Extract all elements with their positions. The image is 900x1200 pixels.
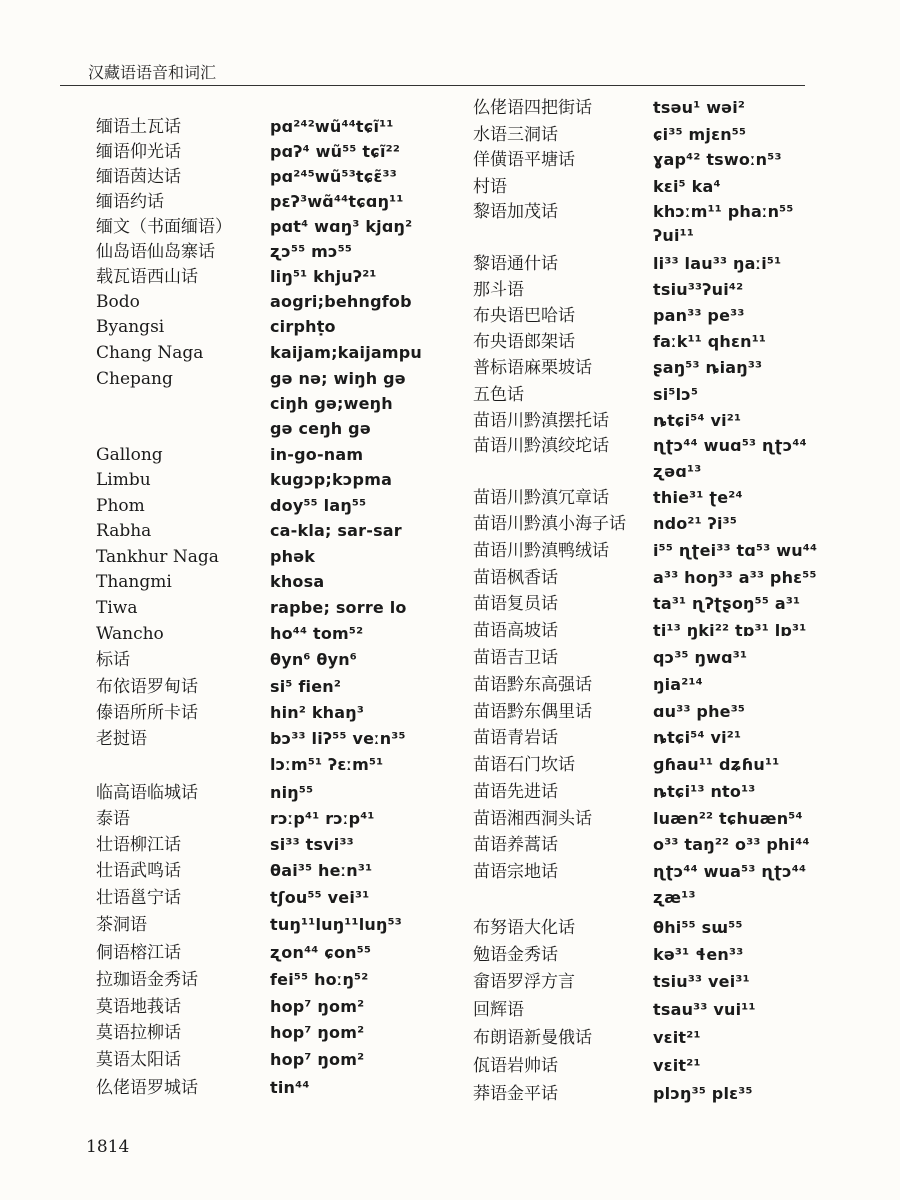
header-rule [60,85,805,86]
entry-label: 苗语川黔滇冗章话 [473,488,609,508]
entry-value: ȵtɕi¹³ nto¹³ [653,782,756,801]
entry-value: hop⁷ ŋom² [270,997,365,1016]
entry-value: pɑ²⁴²wũ⁴⁴tɕĩ¹¹ [270,117,394,136]
entry-label: 苗语川黔滇鸭绒话 [473,541,609,561]
entry-label: 苗语先进话 [473,782,558,802]
entry-value: ʐæ¹³ [653,888,696,907]
entry-value: khosa [270,572,325,591]
entry-label: 布依语罗甸话 [96,677,198,697]
entry-value: tsəu¹ wəi² [653,98,746,117]
entry-value: vɛit²¹ [653,1028,701,1047]
entry-label: 傣语所所卡话 [96,703,198,723]
entry-value: ho⁴⁴ tom⁵² [270,624,364,643]
entry-label: 仫佬语罗城话 [96,1078,198,1098]
entry-value: ʐon⁴⁴ ɕon⁵⁵ [270,943,372,962]
entry-label: 苗语宗地话 [473,862,558,882]
entry-label: 苗语黔东高强话 [473,675,592,695]
entry-label: 缅语约话 [96,192,164,212]
entry-value: ŋia²¹⁴ [653,675,703,694]
entry-label: Byangsi [96,317,165,337]
entry-value: o³³ taŋ²² o³³ phi⁴⁴ [653,835,810,854]
entry-label: Bodo [96,292,140,312]
entry-label: 苗语湘西洞头话 [473,809,592,829]
entry-value: tuŋ¹¹luŋ¹¹luŋ⁵³ [270,915,403,934]
entry-label: 缅语土瓦话 [96,117,181,137]
entry-value: pɛʔ³wɑ̃⁴⁴tɕɑŋ¹¹ [270,192,404,211]
entry-label: 载瓦语西山话 [96,267,198,287]
entry-value: ɕi³⁵ mjɛn⁵⁵ [653,125,747,144]
entry-label: 标话 [96,650,130,670]
entry-value: cirphṭo [270,317,336,336]
entry-value: rɔːp⁴¹ rɔːp⁴¹ [270,809,375,828]
entry-value: hin² khaŋ³ [270,703,365,722]
entry-label: 壮语柳江话 [96,835,181,855]
entry-label: 缅语仰光话 [96,142,181,162]
entry-label: 壮语武鸣话 [96,861,181,881]
entry-label: 仙岛语仙岛寨话 [96,242,215,262]
entry-label: 苗语石门坎话 [473,755,575,775]
entry-value: pɑt⁴ wɑŋ³ kjɑŋ² [270,217,413,236]
entry-label: 苗语黔东偶里话 [473,702,592,722]
entry-label: 莽语金平话 [473,1084,558,1104]
entry-label: 老挝语 [96,729,147,749]
entry-value: ʂaŋ⁵³ ȵiaŋ³³ [653,358,763,377]
entry-value: tin⁴⁴ [270,1078,310,1097]
entry-label: 布朗语新曼俄话 [473,1028,592,1048]
entry-value: θyn⁶ θyn⁶ [270,650,358,669]
entry-value: ʔui¹¹ [653,226,695,245]
entry-value: si⁵ fien² [270,677,342,696]
entry-value: luæn²² tɕhuæn⁵⁴ [653,809,803,828]
entry-value: tsiu³³ʔui⁴² [653,280,744,299]
entry-value: phək [270,547,316,566]
entry-value: kaijam;kaijampu [270,343,422,362]
entry-label: 茶洞语 [96,915,147,935]
entry-label: 莫语地莪话 [96,997,181,1017]
entry-value: ȵtɕi⁵⁴ vi²¹ [653,728,742,747]
entry-value: ɑu³³ phe³⁵ [653,702,746,721]
entry-value: bɔ³³ liʔ⁵⁵ veːn³⁵ [270,729,406,748]
entry-label: Gallong [96,445,163,465]
entry-label: 勉语金秀话 [473,945,558,965]
entry-label: Tiwa [96,598,138,618]
entry-value: ndo²¹ ʔi³⁵ [653,514,738,533]
entry-value: ti¹³ ŋki²² tɒ³¹ lɒ³¹ [653,621,807,640]
entry-label: Thangmi [96,572,172,592]
entry-value: tsau³³ vui¹¹ [653,1000,756,1019]
entry-value: in-go-nam [270,445,364,464]
entry-label: 苗语养蒿话 [473,835,558,855]
entry-value: khɔːm¹¹ phaːn⁵⁵ [653,202,794,221]
entry-label: Limbu [96,470,151,490]
entry-value: i⁵⁵ ɳʈei³³ tɑ⁵³ wu⁴⁴ [653,541,818,560]
entry-label: Phom [96,496,145,516]
entry-value: ɳʈɔ⁴⁴ wuɑ⁵³ ɳʈɔ⁴⁴ [653,436,807,455]
entry-label: 侗语榕江话 [96,943,181,963]
entry-value: niŋ⁵⁵ [270,783,314,802]
entry-label: 莫语太阳话 [96,1050,181,1070]
entry-label: 村语 [473,177,507,197]
entry-label: 黎语通什话 [473,254,558,274]
entry-label: Chang Naga [96,343,204,363]
entry-label: 那斗语 [473,280,524,300]
entry-value: liŋ⁵¹ khjuʔ²¹ [270,267,377,286]
entry-label: 拉珈语金秀话 [96,970,198,990]
entry-value: ʐəɑ¹³ [653,462,702,481]
entry-value: gə nə; wiŋh gə [270,369,406,388]
entry-label: Chepang [96,369,173,389]
entry-label: 布央语郎架话 [473,332,575,352]
entry-label: 回辉语 [473,1000,524,1020]
entry-value: pan³³ pe³³ [653,306,745,325]
entry-value: aogri;behngfob [270,292,412,311]
entry-value: θhi⁵⁵ sɯ⁵⁵ [653,918,743,937]
entry-label: 佯僙语平塘话 [473,150,575,170]
entry-label: 佤语岩帅话 [473,1056,558,1076]
entry-value: gə ceŋh gə [270,419,371,438]
entry-label: 畲语罗浮方言 [473,972,575,992]
entry-value: a³³ hoŋ³³ a³³ phɛ⁵⁵ [653,568,817,587]
entry-label: 苗语复员话 [473,594,558,614]
entry-label: 苗语川黔滇绞坨话 [473,436,609,456]
entry-value: doy⁵⁵ laŋ⁵⁵ [270,496,367,515]
entry-value: lɔːm⁵¹ ʔɛːm⁵¹ [270,755,384,774]
entry-value: pɑʔ⁴ wũ⁵⁵ tɕĩ²² [270,142,401,161]
entry-label: 莫语拉柳话 [96,1023,181,1043]
entry-label: Rabha [96,521,152,541]
entry-value: ȵtɕi⁵⁴ vi²¹ [653,411,742,430]
entry-value: qɔ³⁵ ŋwɑ³¹ [653,648,748,667]
entry-value: kə³¹ ɬen³³ [653,945,744,964]
entry-label: 苗语高坡话 [473,621,558,641]
entry-label: 苗语川黔滇摆托话 [473,411,609,431]
entry-value: hop⁷ ŋom² [270,1023,365,1042]
entry-value: vɛit²¹ [653,1056,701,1075]
entry-label: 五色话 [473,385,524,405]
entry-value: kugɔp;kɔpma [270,470,393,489]
entry-label: 苗语青岩话 [473,728,558,748]
entry-label: 黎语加茂话 [473,202,558,222]
entry-value: θai³⁵ heːn³¹ [270,861,373,880]
entry-value: si⁵lɔ⁵ [653,385,699,404]
entry-value: ʐɔ⁵⁵ mɔ⁵⁵ [270,242,353,261]
entry-value: tʃou⁵⁵ vei³¹ [270,888,370,907]
entry-label: 缅语茵达话 [96,167,181,187]
entry-value: kɛi⁵ ka⁴ [653,177,721,196]
entry-value: pɑ²⁴⁵wũ⁵³tɕɛ̃³³ [270,167,397,186]
entry-label: 壮语邕宁话 [96,888,181,908]
entry-label: 苗语枫香话 [473,568,558,588]
entry-label: 苗语川黔滇小海子话 [473,514,626,534]
entry-value: tsiu³³ vei³¹ [653,972,750,991]
entry-label: 布努语大化话 [473,918,575,938]
entry-label: 临高语临城话 [96,783,198,803]
entry-label: 苗语吉卫话 [473,648,558,668]
entry-value: plɔŋ³⁵ plɛ³⁵ [653,1084,753,1103]
entry-value: faːk¹¹ qhɛn¹¹ [653,332,767,351]
entry-label: 布央语巴哈话 [473,306,575,326]
entry-value: thie³¹ ʈe²⁴ [653,488,743,507]
page-number: 1814 [86,1137,130,1157]
entry-value: fei⁵⁵ hoːŋ⁵² [270,970,369,989]
entry-label: Wancho [96,624,164,644]
entry-label: 缅文（书面缅语） [96,217,232,237]
entry-value: li³³ lau³³ ŋaːi⁵¹ [653,254,782,273]
entry-label: Tankhur Naga [96,547,219,567]
entry-label: 普标语麻栗坡话 [473,358,592,378]
running-header: 汉藏语语音和词汇 [88,63,217,82]
entry-value: hop⁷ ŋom² [270,1050,365,1069]
entry-value: ɡɦau¹¹ dʑɦu¹¹ [653,755,780,774]
entry-label: 泰语 [96,809,130,829]
entry-value: ca-kla; sar-sar [270,521,402,540]
entry-value: ciŋh gə;weŋh [270,394,393,413]
entry-value: si³³ tsvi³³ [270,835,354,854]
entry-value: ɣap⁴² tswoːn⁵³ [653,150,782,169]
entry-value: ɳʈɔ⁴⁴ wua⁵³ ɳʈɔ⁴⁴ [653,862,807,881]
entry-value: rapbe; sorre lo [270,598,407,617]
entry-label: 水语三洞话 [473,125,558,145]
entry-label: 仫佬语四把街话 [473,98,592,118]
entry-value: ta³¹ ɳʔʈʂoŋ⁵⁵ a³¹ [653,594,801,613]
